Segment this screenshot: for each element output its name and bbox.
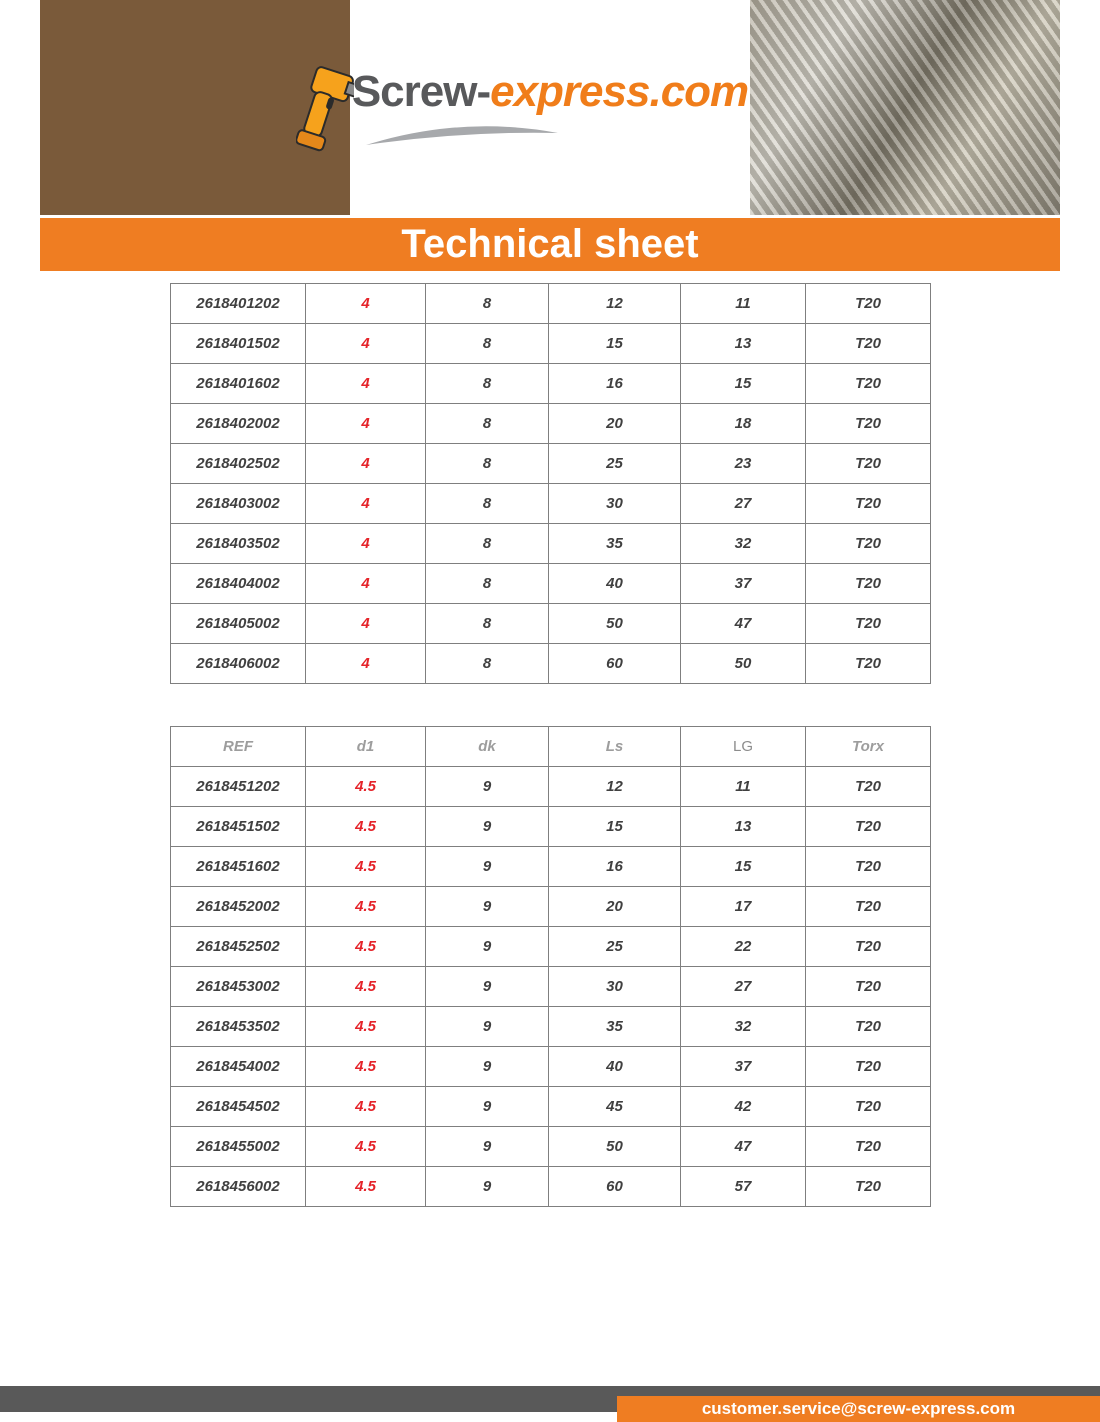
table-row [171, 324, 931, 364]
ref-cell: 2618405002 [171, 604, 306, 644]
dk-cell: 9 [426, 1047, 549, 1087]
d1-cell: 4 [306, 564, 426, 604]
ref-cell: 2618404002 [171, 564, 306, 604]
ls-cell: 40 [549, 564, 681, 604]
torx-cell: T20 [806, 927, 931, 967]
table-row [171, 644, 931, 684]
lg-cell: 15 [681, 364, 806, 404]
dk-cell: 9 [426, 767, 549, 807]
lg-cell: 27 [681, 484, 806, 524]
d1-cell: 4 [306, 644, 426, 684]
ls-cell: 15 [549, 807, 681, 847]
ls-cell: 20 [549, 404, 681, 444]
torx-cell: T20 [806, 847, 931, 887]
spec-table-2 [170, 726, 931, 1207]
logo-text-screw: Screw- [351, 66, 491, 116]
column-header-d1: d1 [306, 727, 426, 767]
torx-cell: T20 [806, 604, 931, 644]
ls-cell: 45 [549, 1087, 681, 1127]
lg-cell: 15 [681, 847, 806, 887]
ls-cell: 50 [549, 1127, 681, 1167]
table-row [171, 444, 931, 484]
torx-cell: T20 [806, 887, 931, 927]
torx-cell: T20 [806, 807, 931, 847]
torx-cell: T20 [806, 324, 931, 364]
torx-cell: T20 [806, 1007, 931, 1047]
dk-cell: 8 [426, 364, 549, 404]
lg-cell: 11 [681, 284, 806, 324]
torx-cell: T20 [806, 644, 931, 684]
title-banner [40, 218, 1060, 271]
column-header-torx: Torx [806, 727, 931, 767]
lg-cell: 23 [681, 444, 806, 484]
table-row [171, 807, 931, 847]
ref-cell: 2618403502 [171, 524, 306, 564]
ref-cell: 2618456002 [171, 1167, 306, 1207]
dk-cell: 9 [426, 1167, 549, 1207]
d1-cell: 4.5 [306, 847, 426, 887]
ls-cell: 30 [549, 967, 681, 1007]
page-title: Technical sheet [401, 222, 699, 266]
lg-cell: 18 [681, 404, 806, 444]
ls-cell: 12 [549, 767, 681, 807]
torx-cell: T20 [806, 444, 931, 484]
torx-cell: T20 [806, 1087, 931, 1127]
lg-cell: 32 [681, 1007, 806, 1047]
ref-cell: 2618403002 [171, 484, 306, 524]
table-row [171, 404, 931, 444]
d1-cell: 4.5 [306, 767, 426, 807]
lg-cell: 47 [681, 604, 806, 644]
table-row [171, 364, 931, 404]
ls-cell: 30 [549, 484, 681, 524]
lg-cell: 57 [681, 1167, 806, 1207]
ref-cell: 2618454502 [171, 1087, 306, 1127]
table-row [171, 767, 931, 807]
ref-cell: 2618401502 [171, 324, 306, 364]
dk-cell: 8 [426, 484, 549, 524]
table-row [171, 564, 931, 604]
lg-cell: 13 [681, 324, 806, 364]
dk-cell: 8 [426, 404, 549, 444]
dk-cell: 8 [426, 644, 549, 684]
ls-cell: 50 [549, 604, 681, 644]
ref-cell: 2618451602 [171, 847, 306, 887]
torx-cell: T20 [806, 767, 931, 807]
table-row [171, 967, 931, 1007]
torx-cell: T20 [806, 364, 931, 404]
ls-cell: 25 [549, 444, 681, 484]
d1-cell: 4 [306, 604, 426, 644]
d1-cell: 4 [306, 484, 426, 524]
page-header [0, 0, 1100, 218]
dk-cell: 9 [426, 927, 549, 967]
dk-cell: 8 [426, 524, 549, 564]
ls-cell: 35 [549, 524, 681, 564]
d1-cell: 4.5 [306, 967, 426, 1007]
ref-cell: 2618401202 [171, 284, 306, 324]
table-row [171, 847, 931, 887]
d1-cell: 4 [306, 364, 426, 404]
d1-cell: 4 [306, 324, 426, 364]
table-row [171, 1087, 931, 1127]
ref-cell: 2618451202 [171, 767, 306, 807]
ls-cell: 35 [549, 1007, 681, 1047]
ref-cell: 2618406002 [171, 644, 306, 684]
dk-cell: 9 [426, 1007, 549, 1047]
dk-cell: 9 [426, 967, 549, 1007]
ref-cell: 2618451502 [171, 807, 306, 847]
column-header-ls: Ls [549, 727, 681, 767]
logo [350, 0, 750, 215]
table-row [171, 524, 931, 564]
table-row [171, 1127, 931, 1167]
table-row [171, 1007, 931, 1047]
dk-cell: 9 [426, 887, 549, 927]
ref-cell: 2618452002 [171, 887, 306, 927]
dk-cell: 8 [426, 604, 549, 644]
dk-cell: 9 [426, 847, 549, 887]
column-header-dk: dk [426, 727, 549, 767]
d1-cell: 4.5 [306, 1127, 426, 1167]
table-row [171, 484, 931, 524]
lg-cell: 22 [681, 927, 806, 967]
table-header-row [171, 727, 931, 767]
ls-cell: 16 [549, 847, 681, 887]
footer-email-bar [617, 1396, 1100, 1422]
ref-cell: 2618455002 [171, 1127, 306, 1167]
drill-icon [296, 52, 354, 160]
ls-cell: 60 [549, 644, 681, 684]
torx-cell: T20 [806, 404, 931, 444]
torx-cell: T20 [806, 1167, 931, 1207]
lg-cell: 13 [681, 807, 806, 847]
torx-cell: T20 [806, 284, 931, 324]
spec-table-1 [170, 283, 931, 684]
dk-cell: 8 [426, 324, 549, 364]
torx-cell: T20 [806, 1047, 931, 1087]
torx-cell: T20 [806, 524, 931, 564]
torx-cell: T20 [806, 484, 931, 524]
dk-cell: 9 [426, 807, 549, 847]
ref-cell: 2618452502 [171, 927, 306, 967]
lg-cell: 37 [681, 564, 806, 604]
d1-cell: 4 [306, 444, 426, 484]
d1-cell: 4.5 [306, 927, 426, 967]
dk-cell: 8 [426, 284, 549, 324]
lg-cell: 47 [681, 1127, 806, 1167]
torx-cell: T20 [806, 1127, 931, 1167]
d1-cell: 4.5 [306, 807, 426, 847]
d1-cell: 4.5 [306, 1007, 426, 1047]
ls-cell: 40 [549, 1047, 681, 1087]
dk-cell: 9 [426, 1127, 549, 1167]
ls-cell: 16 [549, 364, 681, 404]
ls-cell: 12 [549, 284, 681, 324]
table-row [171, 927, 931, 967]
dk-cell: 8 [426, 564, 549, 604]
d1-cell: 4 [306, 404, 426, 444]
lg-cell: 17 [681, 887, 806, 927]
dk-cell: 9 [426, 1087, 549, 1127]
torx-cell: T20 [806, 564, 931, 604]
logo-text [352, 67, 748, 117]
d1-cell: 4 [306, 284, 426, 324]
ref-cell: 2618453502 [171, 1007, 306, 1047]
table-row [171, 284, 931, 324]
d1-cell: 4.5 [306, 1087, 426, 1127]
lg-cell: 11 [681, 767, 806, 807]
dk-cell: 8 [426, 444, 549, 484]
lg-cell: 50 [681, 644, 806, 684]
d1-cell: 4.5 [306, 887, 426, 927]
ref-cell: 2618401602 [171, 364, 306, 404]
column-header-lg: LG [681, 727, 806, 767]
column-header-ref: REF [171, 727, 306, 767]
ref-cell: 2618402002 [171, 404, 306, 444]
ls-cell: 15 [549, 324, 681, 364]
d1-cell: 4.5 [306, 1047, 426, 1087]
ref-cell: 2618453002 [171, 967, 306, 1007]
lg-cell: 42 [681, 1087, 806, 1127]
table-row [171, 887, 931, 927]
torx-cell: T20 [806, 967, 931, 1007]
lg-cell: 32 [681, 524, 806, 564]
ls-cell: 25 [549, 927, 681, 967]
footer-email: customer.service@screw-express.com [701, 1399, 1016, 1418]
screws-photo [750, 0, 1060, 215]
ref-cell: 2618454002 [171, 1047, 306, 1087]
ls-cell: 60 [549, 1167, 681, 1207]
logo-swoosh [362, 123, 562, 149]
table-row [171, 604, 931, 644]
logo-text-express: express.com [490, 66, 749, 116]
lg-cell: 37 [681, 1047, 806, 1087]
d1-cell: 4 [306, 524, 426, 564]
ls-cell: 20 [549, 887, 681, 927]
lg-cell: 27 [681, 967, 806, 1007]
table-row [171, 1047, 931, 1087]
table-row [171, 1167, 931, 1207]
d1-cell: 4.5 [306, 1167, 426, 1207]
ref-cell: 2618402502 [171, 444, 306, 484]
